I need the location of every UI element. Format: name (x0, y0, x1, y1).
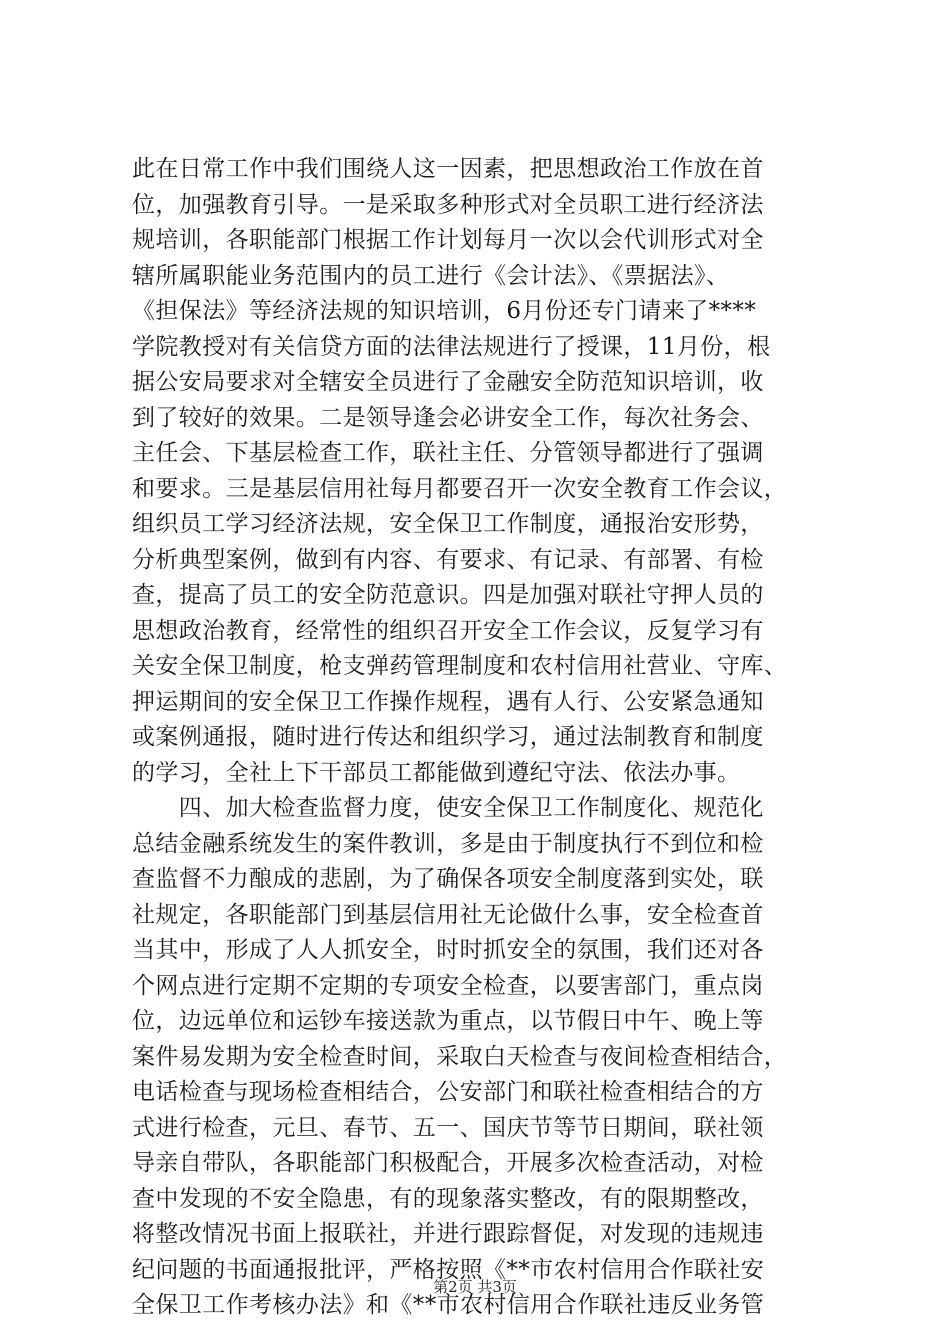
text-line: 学院教授对有关信贷方面的法律法规进行了授课，11月份，根 (132, 333, 771, 360)
text-line: 规培训，各职能部门根据工作计划每月一次以会代训形式对全 (132, 227, 764, 253)
text-line: 查，提高了员工的安全防范意识。四是加强对联社守押人员的 (132, 582, 764, 608)
text-line: 四、加大检查监督力度，使安全保卫工作制度化、规范化 (132, 795, 764, 821)
text-line: 到了较好的效果。二是领导逢会必讲安全工作，每次社务会、 (132, 404, 764, 431)
text-line: 和要求。三是基层信用社每月都要召开一次安全教育工作会议， (132, 475, 788, 502)
text-line: 的学习，全社上下干部员工都能做到遵纪守法、依法办事。 (132, 759, 741, 786)
text-line: 查监督不力酿成的悲剧，为了确保各项安全制度落到实处，联 (132, 866, 764, 892)
text-line: 关安全保卫制度，枪支弹药管理制度和农村信用社营业、守库、 (132, 653, 788, 679)
text-line: 案件易发期为安全检查时间，采取白天检查与夜间检查相结合， (132, 1043, 788, 1070)
text-line: 组织员工学习经济法规，安全保卫工作制度，通报治安形势， (132, 511, 764, 537)
text-line: 导亲自带队，各职能部门积极配合，开展多次检查活动，对检 (132, 1150, 764, 1176)
text-line: 或案例通报，随时进行传达和组织学习，通过法制教育和制度 (132, 724, 764, 750)
page-footer: 第2页 共3页 (433, 1278, 517, 1296)
text-line: 电话检查与现场检查相结合，公安部门和联社检查相结合的方 (132, 1079, 764, 1105)
body-text (132, 152, 832, 1324)
text-line: 个网点进行定期不定期的专项安全检查，以要害部门，重点岗 (132, 972, 764, 999)
text-line: 将整改情况书面上报联社，并进行跟踪督促，对发现的违规违 (132, 1221, 764, 1247)
text-line: 当其中，形成了人人抓安全，时时抓安全的氛围，我们还对各 (132, 937, 764, 963)
text-line: 式进行检查，元旦、春节、五一、国庆节等节日期间，联社领 (132, 1114, 764, 1141)
text-line: 社规定，各职能部门到基层信用社无论做什么事，安全检查首 (132, 901, 764, 928)
text-line: 此在日常工作中我们围绕人这一因素，把思想政治工作放在首 (132, 156, 764, 182)
text-line: 总结金融系统发生的案件教训，多是由于制度执行不到位和检 (132, 830, 764, 857)
text-line: 查中发现的不安全隐患，有的现象落实整改，有的限期整改， (132, 1185, 764, 1212)
text-line: 押运期间的安全保卫工作操作规程，遇有人行、公安紧急通知 (132, 688, 764, 715)
text-line: 主任会、下基层检查工作，联社主任、分管领导都进行了强调 (132, 440, 764, 466)
text-line: 全保卫工作考核办法》和《**市农村信用合作联社违反业务管 (132, 1292, 765, 1318)
text-line: 《担保法》等经济法规的知识培训，6月份还专门请来了**** (132, 298, 757, 324)
text-line: 位，加强教育引导。一是采取多种形式对全员职工进行经济法 (132, 191, 764, 218)
text-line: 辖所属职能业务范围内的员工进行《会计法》、《票据法》、 (132, 262, 730, 289)
text-line: 位，边远单位和运钞车接送款为重点，以节假日中午、晚上等 (132, 1008, 764, 1034)
text-line: 分析典型案例，做到有内容、有要求、有记录、有部署、有检 (132, 546, 764, 573)
text-line: 据公安局要求对全辖安全员进行了金融安全防范知识培训，收 (132, 369, 764, 395)
text-line: 思想政治教育，经常性的组织召开安全工作会议，反复学习有 (132, 617, 764, 644)
text-line: 纪问题的书面通报批评，严格按照《**市农村信用合作联社安 (132, 1256, 765, 1283)
